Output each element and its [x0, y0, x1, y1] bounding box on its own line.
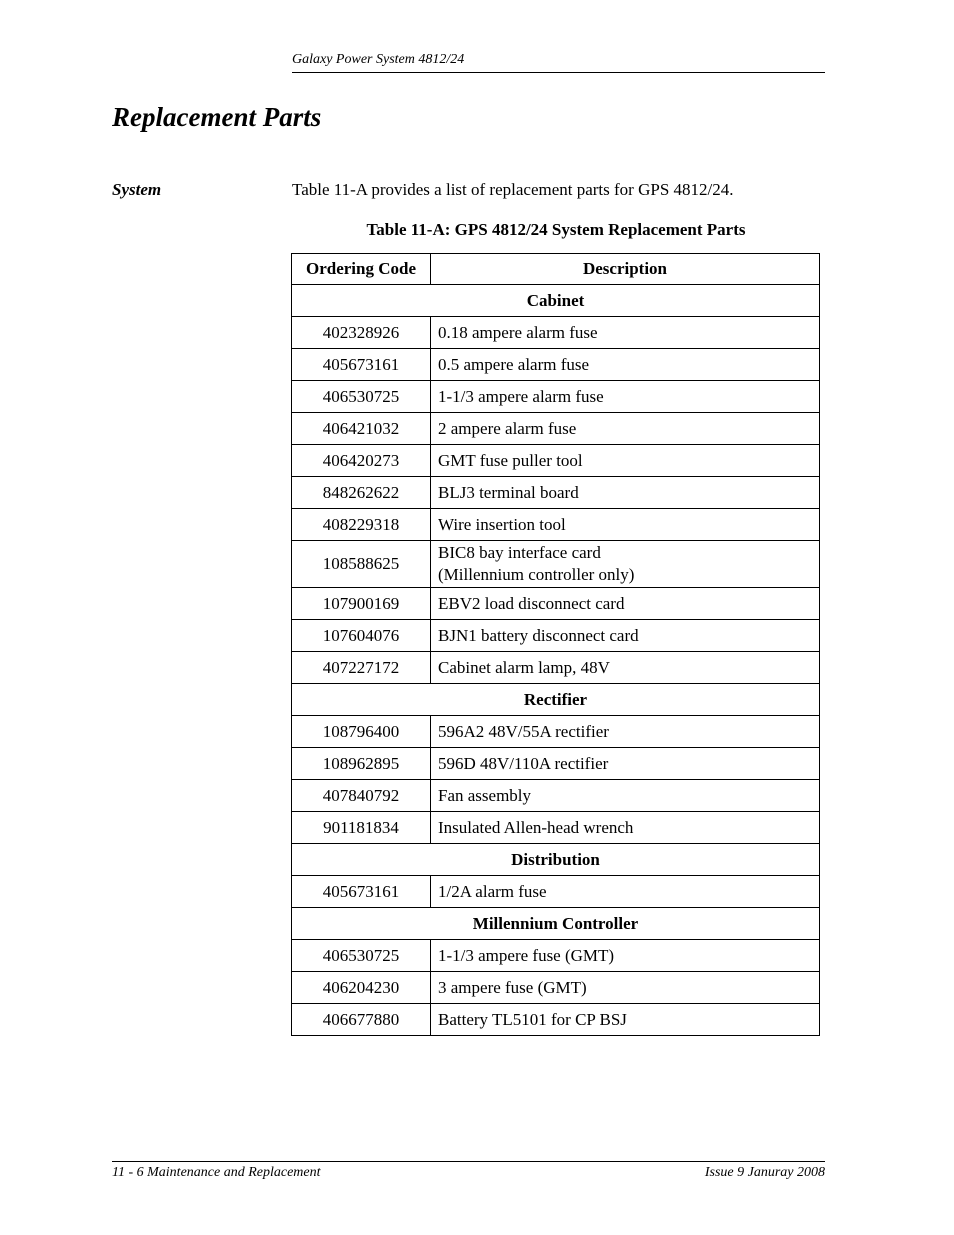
table-row — [292, 780, 820, 812]
description-line: 1-1/3 ampere fuse (GMT) — [438, 945, 615, 965]
description-line: 596A2 48V/55A rectifier — [438, 721, 609, 741]
description-line: 1-1/3 ampere alarm fuse — [438, 386, 604, 406]
table-row — [292, 972, 820, 1004]
table-row — [292, 876, 820, 908]
ordering-code-cell: 406530725 — [292, 940, 431, 972]
description-cell — [431, 445, 820, 477]
table-row — [292, 349, 820, 381]
description-line: (Millennium controller only) — [438, 565, 635, 584]
description-cell — [431, 652, 820, 684]
description-line: 596D 48V/110A rectifier — [438, 753, 609, 773]
parts-table-body — [292, 285, 820, 1036]
table-row — [292, 381, 820, 413]
parts-table — [291, 253, 820, 1036]
description-cell — [431, 413, 820, 445]
table-row — [292, 620, 820, 652]
description-line: 0.18 ampere alarm fuse — [438, 322, 598, 342]
table-row — [292, 1004, 820, 1036]
running-header — [292, 52, 825, 73]
page-title: Replacement Parts — [112, 102, 322, 132]
table-header-row — [292, 254, 820, 285]
ordering-code-cell: 901181834 — [292, 812, 431, 844]
description-cell — [431, 381, 820, 413]
ordering-code-cell: 406421032 — [292, 413, 431, 445]
description-line: Insulated Allen-head wrench — [438, 817, 634, 837]
description-line: GMT fuse puller tool — [438, 450, 583, 470]
description-line: Battery TL5101 for CP BSJ — [438, 1009, 627, 1029]
table-row — [292, 541, 820, 588]
description-cell — [431, 748, 820, 780]
ordering-code-cell: 402328926 — [292, 317, 431, 349]
table-section-row — [292, 844, 820, 876]
table-section-heading: Distribution — [292, 844, 820, 876]
intro-text: Table 11-A provides a list of replacement parts for GPS 4812/24. — [292, 180, 734, 199]
description-cell — [431, 349, 820, 381]
description-cell — [431, 876, 820, 908]
table-caption: Table 11-A: GPS 4812/24 System Replacement Parts — [366, 220, 746, 239]
description-line: BLJ3 terminal board — [438, 482, 579, 502]
table-row — [292, 588, 820, 620]
description-line: EBV2 load disconnect card — [438, 593, 625, 613]
description-line: 1/2A alarm fuse — [438, 881, 547, 901]
table-section-heading: Rectifier — [292, 684, 820, 716]
description-cell — [431, 972, 820, 1004]
description-line: 0.5 ampere alarm fuse — [438, 354, 590, 374]
running-header-title: Galaxy Power System 4812/24 — [292, 52, 465, 67]
footer-right: Issue 9 Januray 2008 — [704, 1165, 825, 1180]
description-cell — [431, 716, 820, 748]
description-cell — [431, 477, 820, 509]
ordering-code-cell: 107900169 — [292, 588, 431, 620]
ordering-code-cell: 406530725 — [292, 381, 431, 413]
description-cell — [431, 541, 820, 588]
ordering-code-cell: 408229318 — [292, 509, 431, 541]
ordering-code-cell: 406420273 — [292, 445, 431, 477]
description-line: BIC8 bay interface card — [438, 543, 601, 562]
section-label: System — [112, 180, 162, 199]
ordering-code-cell: 406204230 — [292, 972, 431, 1004]
running-footer — [112, 1161, 825, 1181]
table-section-row — [292, 285, 820, 317]
ordering-code-cell: 407840792 — [292, 780, 431, 812]
ordering-code-cell: 405673161 — [292, 349, 431, 381]
footer-left: 11 - 6 Maintenance and Replacement — [112, 1165, 321, 1180]
description-cell — [431, 940, 820, 972]
ordering-code-cell: 848262622 — [292, 477, 431, 509]
ordering-code-cell: 108796400 — [292, 716, 431, 748]
description-cell — [431, 620, 820, 652]
description-cell — [431, 780, 820, 812]
description-line: BJN1 battery disconnect card — [438, 625, 639, 645]
table-row — [292, 940, 820, 972]
table-row — [292, 413, 820, 445]
ordering-code-cell: 108962895 — [292, 748, 431, 780]
table-section-heading: Millennium Controller — [292, 908, 820, 940]
table-section-heading: Cabinet — [292, 285, 820, 317]
table-row — [292, 652, 820, 684]
description-line: Wire insertion tool — [438, 514, 566, 534]
table-section-row — [292, 908, 820, 940]
description-line: 2 ampere alarm fuse — [438, 418, 577, 438]
ordering-code-cell: 405673161 — [292, 876, 431, 908]
table-row — [292, 509, 820, 541]
description-line: 3 ampere fuse (GMT) — [438, 977, 587, 997]
column-header-code: Ordering Code — [292, 254, 431, 285]
ordering-code-cell: 406677880 — [292, 1004, 431, 1036]
description-cell — [431, 317, 820, 349]
table-row — [292, 477, 820, 509]
description-line: Cabinet alarm lamp, 48V — [438, 657, 610, 677]
table-section-row — [292, 684, 820, 716]
description-cell — [431, 509, 820, 541]
column-header-description: Description — [431, 254, 820, 285]
table-row — [292, 317, 820, 349]
description-cell — [431, 1004, 820, 1036]
table-row — [292, 748, 820, 780]
table-row — [292, 445, 820, 477]
ordering-code-cell: 407227172 — [292, 652, 431, 684]
ordering-code-cell: 107604076 — [292, 620, 431, 652]
description-line: Fan assembly — [438, 785, 532, 805]
table-row — [292, 716, 820, 748]
table-row — [292, 812, 820, 844]
ordering-code-cell: 108588625 — [292, 541, 431, 588]
description-cell — [431, 588, 820, 620]
description-cell — [431, 812, 820, 844]
